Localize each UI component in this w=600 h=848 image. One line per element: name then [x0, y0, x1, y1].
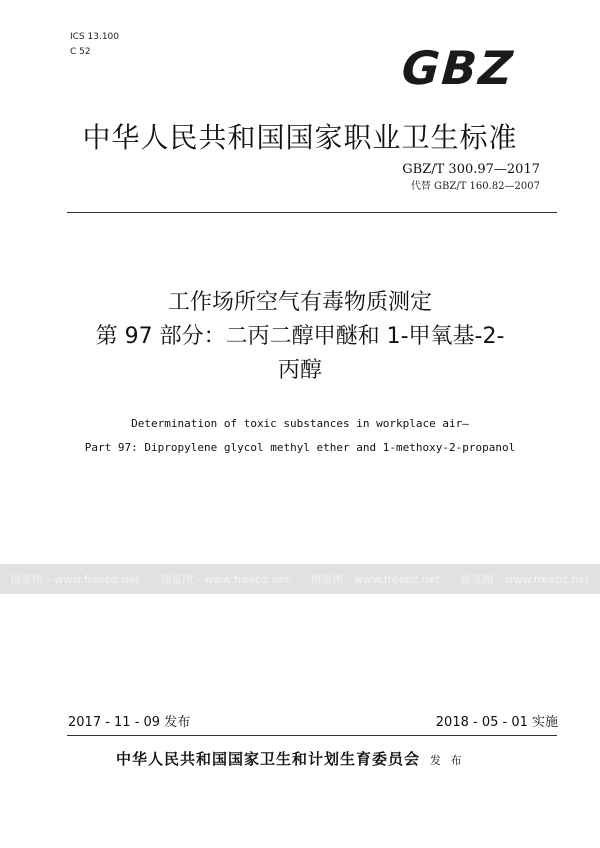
classification-codes: [70, 30, 119, 60]
header-divider: [67, 212, 557, 213]
english-title-line-2: Part 97: Dipropylene glycol methyl ether and 1-methoxy-2-propanol: [84, 441, 516, 454]
issuer-suffix: 发 布: [430, 754, 465, 767]
issuer-name: 中华人民共和国国家卫生和计划生育委员会: [116, 750, 421, 768]
issue-date: 2017 - 11 - 09 发布: [68, 715, 191, 730]
english-title: [0, 412, 600, 460]
watermark-banner: [0, 564, 600, 594]
watermark-item: 预览图 - www.freebz.net: [10, 573, 140, 586]
issuing-authority: [116, 748, 465, 772]
ccs-code: C 52: [70, 47, 91, 57]
watermark-item: 预览图 - www.freebz.net: [160, 573, 290, 586]
ics-code: ICS 13.100: [70, 32, 120, 42]
replaces-standard: 代替 GBZ/T 160.82—2007: [410, 181, 540, 192]
date-row: [68, 714, 558, 732]
effective-date: 2018 - 05 - 01 实施: [435, 715, 558, 730]
gbz-logo: GBZ: [400, 41, 517, 95]
title-line-1: 工作场所空气有毒物质测定: [167, 290, 432, 315]
footer-divider: [67, 735, 557, 736]
english-title-line-1: Determination of toxic substances in workplace air—: [131, 417, 469, 430]
watermark-item: 预览图 - www.freebz.net: [310, 573, 440, 586]
standard-organization: 中华人民共和国国家职业卫生标准: [82, 121, 518, 154]
standard-number: GBZ/T 300.97—2017: [402, 162, 540, 177]
document-title: [0, 286, 600, 388]
title-line-2: 第 97 部分：二丙二醇甲醚和 1-甲氧基-2-: [95, 324, 505, 349]
title-line-3: 丙醇: [277, 358, 322, 383]
watermark-item: 预览图 - www.freebz.net: [460, 573, 590, 586]
